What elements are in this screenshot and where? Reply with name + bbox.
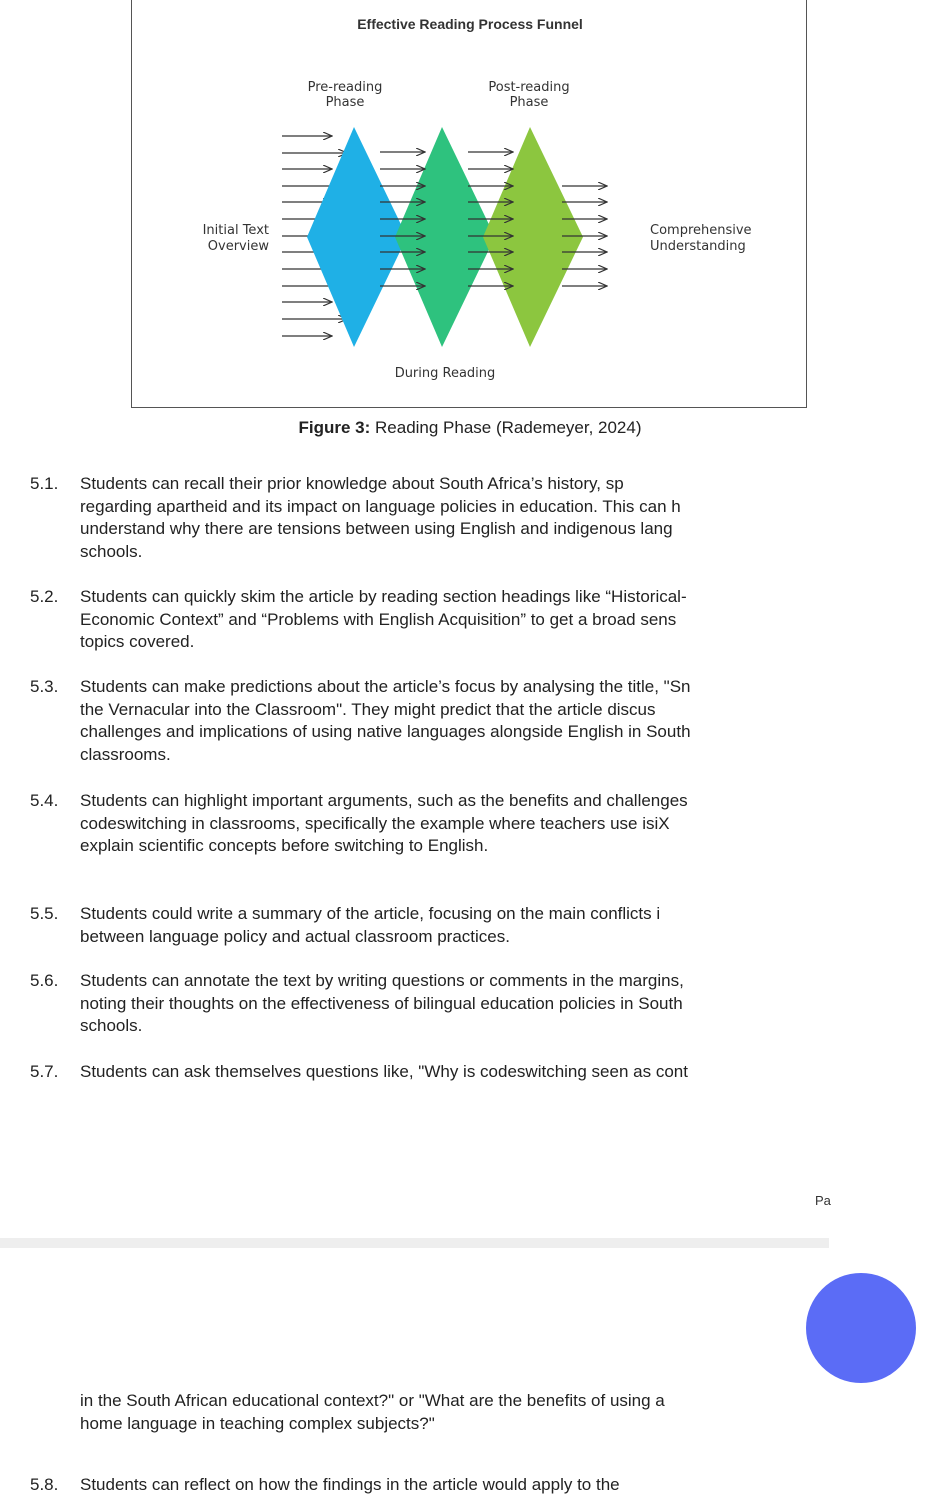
item-text: Students can make predictions about the article’s focus by analysing the title, "Sn the Vernacular into the Classroom". They might predict that the article discus challenges and implications of using native languages alongside English in South classrooms. (80, 677, 691, 764)
item-number: 5.4. (30, 791, 59, 810)
item-text: in the South African educational context?" or "What are the benefits of using a home language in teaching complex subjects?" (80, 1391, 665, 1433)
item-number: 5.2. (30, 587, 59, 606)
item-number: 5.3. (30, 677, 59, 696)
page-gap (0, 1238, 829, 1248)
item-text: Students could write a summary of the article, focusing on the main conflicts i between language policy and actual classroom practices. (80, 904, 661, 946)
pre-reading-diamond (307, 127, 407, 347)
label-initial-2: Overview (207, 239, 269, 254)
item-text: Students can reflect on how the findings in the article would apply to the (80, 1475, 620, 1494)
floating-action-button[interactable] (806, 1273, 916, 1383)
post-reading-diamond (483, 127, 583, 347)
item-text: Students can annotate the text by writing questions or comments in the margins, noting their thoughts on the effectiveness of bilingual education policies in South schools. (80, 971, 684, 1035)
item-text: Students can recall their prior knowledge about South Africa’s history, sp regarding apartheid and its impact on language policies in education. This can h understand why there are tensions between using English and indigenous lang schools. (80, 474, 681, 561)
page-number: Pa (815, 1193, 831, 1208)
figure-title: Effective Reading Process Funnel (357, 16, 583, 32)
caption-label: Figure 3: (298, 418, 371, 437)
label-comprehensive-2: Understanding (650, 239, 746, 254)
item-number: 5.1. (30, 474, 59, 493)
item-number: 5.7. (30, 1062, 59, 1081)
item-text: Students can ask themselves questions like, "Why is codeswitching seen as cont (80, 1062, 688, 1081)
funnel-diagram (132, 0, 808, 409)
label-post-reading-2: Phase (509, 95, 549, 110)
item-text: Students can highlight important arguments, such as the benefits and challenges codeswitching in classrooms, specifically the example where teachers use isiX explain scientific concepts before switching to English. (80, 791, 688, 855)
during-reading-diamond (395, 127, 495, 347)
figure-reading-funnel (131, 0, 807, 408)
item-number: 5.6. (30, 971, 59, 990)
item-text: Students can quickly skim the article by reading section headings like “Historical- Economic Context” and “Problems with English Acquisition” to get a broad sens topics covered. (80, 587, 687, 651)
figure-caption (0, 418, 940, 438)
label-pre-reading-1: Pre-reading (307, 80, 383, 95)
caption-text: Reading Phase (Rademeyer, 2024) (370, 418, 642, 437)
label-post-reading-1: Post-reading (488, 80, 570, 95)
item-number: 5.5. (30, 904, 59, 923)
item-number: 5.8. (30, 1475, 59, 1494)
label-pre-reading-2: Phase (325, 95, 365, 110)
label-initial-1: Initial Text (202, 223, 269, 238)
label-during-reading: During Reading (394, 366, 496, 381)
label-comprehensive-1: Comprehensive (650, 223, 752, 238)
page-sheet-2 (0, 1248, 829, 1494)
